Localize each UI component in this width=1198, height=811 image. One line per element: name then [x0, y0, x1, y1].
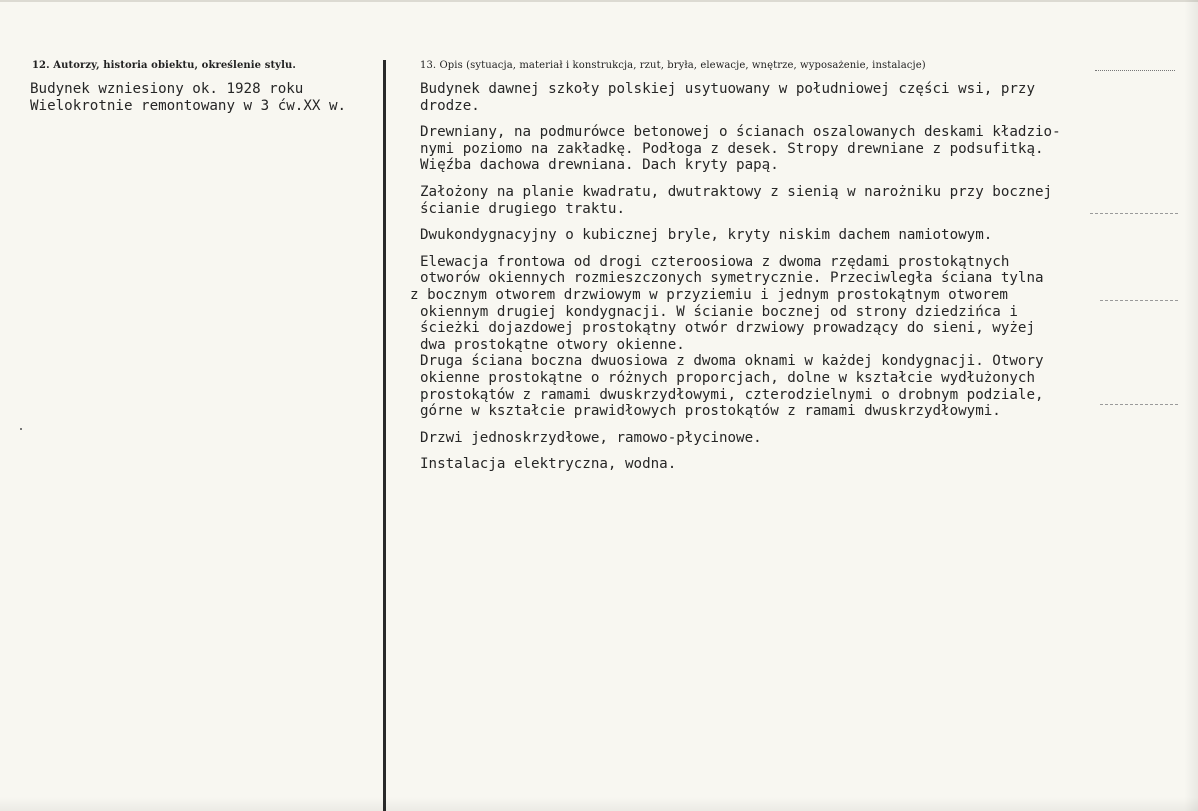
description-line: otworów okiennych rozmieszczonych symetrycznie. Przeciwległa ściana tylna	[420, 270, 1044, 287]
history-line: Budynek wzniesiony ok. 1928 roku	[30, 81, 304, 97]
section-12-content	[30, 81, 346, 114]
description-line: Założony na planie kwadratu, dwutraktowy z sienią w narożniku przy bocznej	[420, 183, 1053, 200]
faint-guide-line	[1100, 404, 1178, 406]
description-paragraph	[420, 456, 1061, 473]
description-line: drodze.	[420, 97, 480, 114]
paper-edge-shade	[1184, 0, 1198, 811]
description-line: górne w kształcie prawidłowych prostokątów z ramami dwuskrzydłowymi.	[420, 403, 1001, 420]
description-paragraph	[410, 253, 1061, 420]
paper-edge-shade	[0, 797, 1198, 811]
description-paragraph	[420, 184, 1061, 217]
description-line: Druga ściana boczna dwuosiowa z dwoma oknami w każdej kondygnacji. Otwory	[420, 353, 1044, 370]
description-line: ścieżki dojazdowej prostokątny otwór drzwiowy prowadzący do sieni, wyżej	[420, 320, 1035, 337]
description-line: nymi poziomo na zakładkę. Podłoga z desek. Stropy drewniane z podsufitką.	[420, 140, 1044, 157]
description-line: prostokątów z ramami dwuskrzydłowymi, czterodzielnymi o drobnym podziale,	[420, 386, 1044, 403]
description-line: Instalacja elektryczna, wodna.	[420, 456, 677, 473]
column-divider	[383, 60, 386, 811]
description-line: okienne prostokątne o różnych proporcjach, dolne w kształcie wydłużonych	[420, 369, 1035, 386]
faint-guide-line	[1100, 300, 1178, 302]
section-12-header: 12. Autorzy, historia obiektu, określenie stylu.	[32, 60, 296, 71]
description-line: z bocznym otworem drzwiowym w przyziemiu i jednym prostokątnym otworem	[410, 286, 1008, 303]
description-paragraph	[420, 430, 1061, 447]
description-paragraph	[420, 81, 1061, 114]
description-line: Budynek dawnej szkoły polskiej usytuowany w południowej części wsi, przy	[420, 81, 1035, 97]
header-dotted-leader	[1095, 70, 1175, 72]
faint-guide-line	[1090, 213, 1178, 215]
description-line: okiennym drugiej kondygnacji. W ścianie bocznej od strony dziedzińca i	[420, 303, 1018, 320]
section-13-content	[410, 81, 1061, 473]
description-line: Drewniany, na podmurówce betonowej o ścianach oszalowanych deskami kładzio-	[420, 124, 1061, 141]
margin-mark	[20, 428, 22, 430]
description-paragraph	[420, 227, 1061, 244]
description-line: ścianie drugiego traktu.	[420, 200, 625, 217]
description-line: Drzwi jednoskrzydłowe, ramowo-płycinowe.	[420, 429, 762, 446]
description-line: Dwukondygnacyjny o kubicznej bryle, kryty niskim dachem namiotowym.	[420, 227, 993, 244]
description-line: Elewacja frontowa od drogi czteroosiowa z dwoma rzędami prostokątnych	[420, 253, 1010, 270]
description-line: dwa prostokątne otwory okienne.	[420, 336, 685, 353]
history-line: Wielokrotnie remontowany w 3 ćw.XX w.	[30, 97, 347, 114]
top-edge-rule	[0, 0, 1198, 2]
section-13-header: 13. Opis (sytuacja, materiał i konstrukcja, rzut, bryła, elewacje, wnętrze, wyposażenie, instalacje)	[420, 60, 926, 71]
description-paragraph	[420, 124, 1061, 174]
description-line: Więźba dachowa drewniana. Dach kryty papą.	[420, 157, 779, 174]
